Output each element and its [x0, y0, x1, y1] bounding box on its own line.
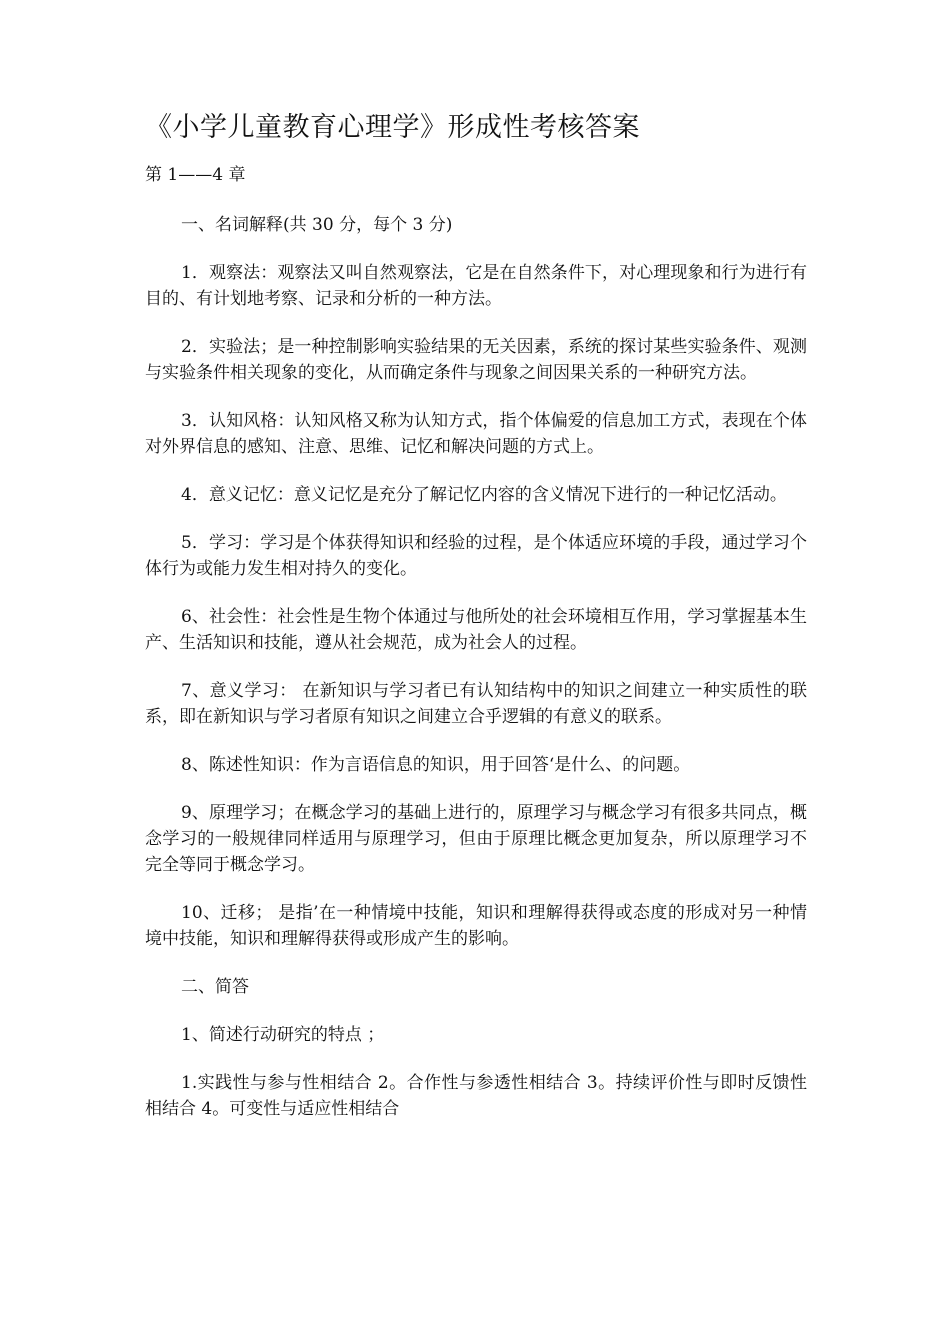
document-title: 《小学儿童教育心理学》形成性考核答案: [145, 112, 640, 143]
term-paragraph: 1．观察法：观察法又叫自然观察法，它是在自然条件下，对心理现象和行为进行有目的、有计划地考察、记录和分析的一种方法。: [145, 263, 807, 309]
term-paragraph: 9、原理学习；在概念学习的基础上进行的，原理学习与概念学习有很多共同点，概念学习的一般规律同样适用与原理学习，但由于原理比概念更加复杂，所以原理学习不完全等同于概念学习。: [145, 803, 807, 875]
term-paragraph: 8、陈述性知识：作为言语信息的知识，用于回答‘是什么、的问题。: [181, 755, 691, 775]
question-paragraph: 1、简述行动研究的特点 ；: [181, 1025, 385, 1045]
term-paragraph: 10、迁移； 是指’在一种情境中技能，知识和理解得获得或态度的形成对另一种情境中技能，知识和理解得获得或形成产生的影响。: [145, 903, 807, 949]
term-paragraph: 7、意义学习： 在新知识与学习者已有认知结构中的知识之间建立一种实质性的联系，即在新知识与学习者原有知识之间建立合乎逻辑的有意义的联系。: [145, 681, 807, 727]
section-heading-short-answer: 二、简答: [181, 977, 249, 997]
document-page: [145, 108, 807, 1144]
section-heading-terms: 一、名词解释(共 30 分，每个 3 分): [181, 215, 453, 235]
term-paragraph: 4．意义记忆：意义记忆是充分了解记忆内容的含义情况下进行的一种记忆活动。: [181, 485, 787, 505]
answer-paragraph: 1.实践性与参与性相结合 2。合作性与参透性相结合 3。持续评价性与即时反馈性相结合 4。可变性与适应性相结合: [145, 1073, 807, 1119]
term-paragraph: 6、社会性：社会性是生物个体通过与他所处的社会环境相互作用，学习掌握基本生产、生活知识和技能，遵从社会规范，成为社会人的过程。: [145, 607, 807, 653]
term-paragraph: 5．学习：学习是个体获得知识和经验的过程，是个体适应环境的手段，通过学习个体行为或能力发生相对持久的变化。: [145, 533, 807, 579]
chapter-label: 第 1——4 章: [145, 165, 246, 185]
term-paragraph: 2．实验法；是一种控制影响实验结果的无关因素，系统的探讨某些实验条件、观测与实验条件相关现象的变化，从而确定条件与现象之间因果关系的一种研究方法。: [145, 337, 807, 383]
term-paragraph: 3．认知风格：认知风格又称为认知方式，指个体偏爱的信息加工方式，表现在个体对外界信息的感知、注意、思维、记忆和解决问题的方式上。: [145, 411, 807, 457]
